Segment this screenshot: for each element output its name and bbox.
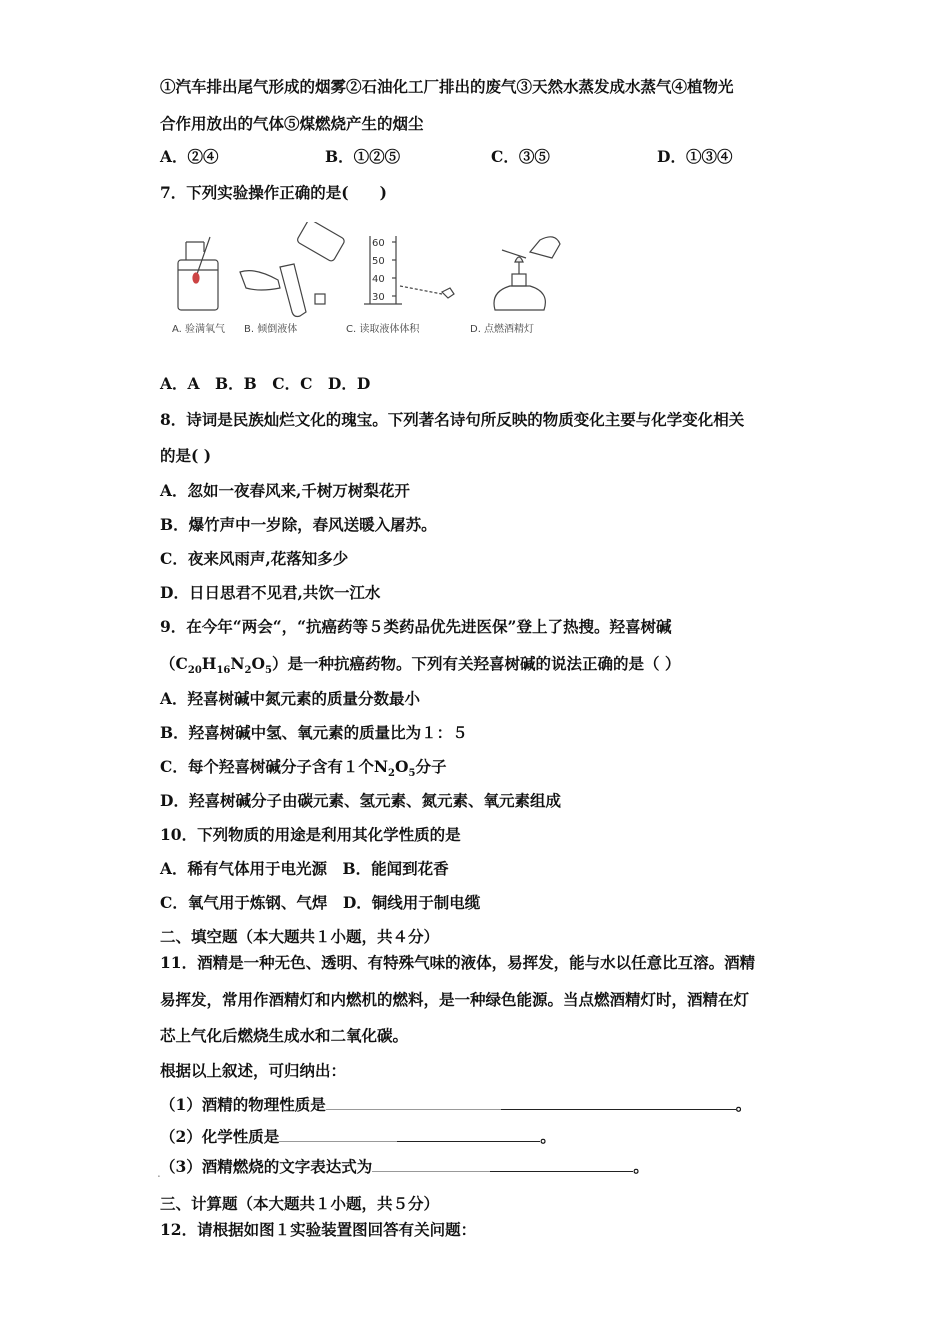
blank-physical-2[interactable]	[501, 1095, 736, 1110]
oxygen-test-bottle-icon	[178, 237, 218, 310]
section-fill-blank-heading: 二、填空题（本大题共１小题，共４分）	[160, 927, 440, 946]
q11-sub2: （2）化学性质是 。	[160, 1127, 556, 1146]
q7-options: A．A B．B C．C D．D	[160, 374, 371, 393]
stray-mark: .	[157, 1166, 161, 1180]
q10-options-ab: A．稀有气体用于电光源 B．能闻到花香	[160, 859, 449, 878]
q8-option-a: A．忽如一夜春风来,千树万树梨花开	[160, 481, 410, 500]
alcohol-lamp-icon	[494, 237, 560, 310]
q9-option-b: B．羟喜树碱中氢、氧元素的质量比为１：５	[160, 723, 468, 742]
q11-sub1: （1）酒精的物理性质是 。	[160, 1095, 752, 1114]
section-calculation-heading: 三、计算题（本大题共１小题，共５分）	[160, 1194, 440, 1213]
q6-option-b: B．①②⑤	[325, 147, 401, 166]
blank-chemical-1[interactable]	[279, 1127, 397, 1142]
scale-label-40: 40	[372, 274, 385, 285]
scale-label-30: 30	[372, 292, 385, 303]
q8-stem-line1: 8．诗词是民族灿烂文化的瑰宝。下列著名诗句所反映的物质变化主要与化学变化相关	[160, 410, 745, 429]
q8-option-c: C．夜来风雨声,花落知多少	[160, 549, 349, 568]
caption-d: D. 点燃酒精灯	[470, 324, 535, 335]
q7-stem: 7．下列实验操作正确的是( )	[160, 183, 387, 202]
q11-sub3: （3）酒精燃烧的文字表达式为 。	[160, 1157, 649, 1176]
q9-stem-line1: 9．在今年“两会“，“抗癌药等５类药品优先进医保”登上了热搜。羟喜树碱	[160, 617, 672, 636]
q11-summary-intro: 根据以上叙述，可归纳出：	[160, 1061, 347, 1080]
blank-chemical-2[interactable]	[397, 1127, 540, 1142]
q7-figure	[160, 222, 570, 344]
q9-stem-line2: $(C_{20}H_{16}N_2O_5)$是一种抗癌药物。下列有关羟喜树碱的说法正确的是（ ）	[160, 654, 681, 677]
q8-stem-line2: 的是( )	[160, 446, 212, 465]
caption-c: C. 读取液体体积	[346, 324, 420, 335]
q9-option-c: C．每个羟喜树碱分子含有１个$N_2O_5$分子	[160, 757, 447, 780]
blank-equation-1[interactable]	[372, 1157, 490, 1172]
q11-para-line1: 11．酒精是一种无色、透明、有特殊气味的液体，易挥发，能与水以任意比互溶。酒精	[160, 953, 756, 972]
scale-label-50: 50	[372, 256, 385, 267]
q12-stem: 12．请根据如图１实验装置图回答有关问题：	[160, 1220, 477, 1239]
pouring-liquid-icon	[240, 222, 346, 317]
q11-para-line2: 易挥发，常用作酒精灯和内燃机的燃料，是一种绿色能源。当点燃酒精灯时，酒精在灯	[160, 990, 750, 1009]
blank-physical-1[interactable]	[326, 1095, 501, 1110]
lab-operations-illustration	[160, 222, 570, 322]
q6-option-d: D．①③④	[657, 147, 733, 166]
q6-option-c: C．③⑤	[491, 147, 550, 166]
caption-b: B. 倾倒液体	[244, 324, 298, 335]
q9-option-a: A．羟喜树碱中氮元素的质量分数最小	[160, 689, 421, 708]
caption-a: A. 验满氧气	[172, 324, 226, 335]
q8-option-d: D．日日思君不见君,共饮一江水	[160, 583, 381, 602]
q6-line1: ①汽车排出尾气形成的烟雾②石油化工厂排出的废气③天然水蒸发成水蒸气④植物光	[160, 77, 734, 96]
q9-option-d: D．羟喜树碱分子由碳元素、氢元素、氮元素、氧元素组成	[160, 791, 561, 810]
q8-option-b: B．爆竹声中一岁除，春风送暖入屠苏。	[160, 515, 437, 534]
q10-options-cd: C．氧气用于炼钢、气焊 D．铜线用于制电缆	[160, 893, 481, 912]
blank-equation-2[interactable]	[490, 1157, 633, 1172]
q6-line2: 合作用放出的气体⑤煤燃烧产生的烟尘	[160, 114, 424, 133]
q10-stem: 10．下列物质的用途是利用其化学性质的是	[160, 825, 461, 844]
q11-para-line3: 芯上气化后燃烧生成水和二氧化碳。	[160, 1026, 409, 1045]
scale-label-60: 60	[372, 238, 385, 249]
q6-option-a: A．②④	[160, 147, 219, 166]
